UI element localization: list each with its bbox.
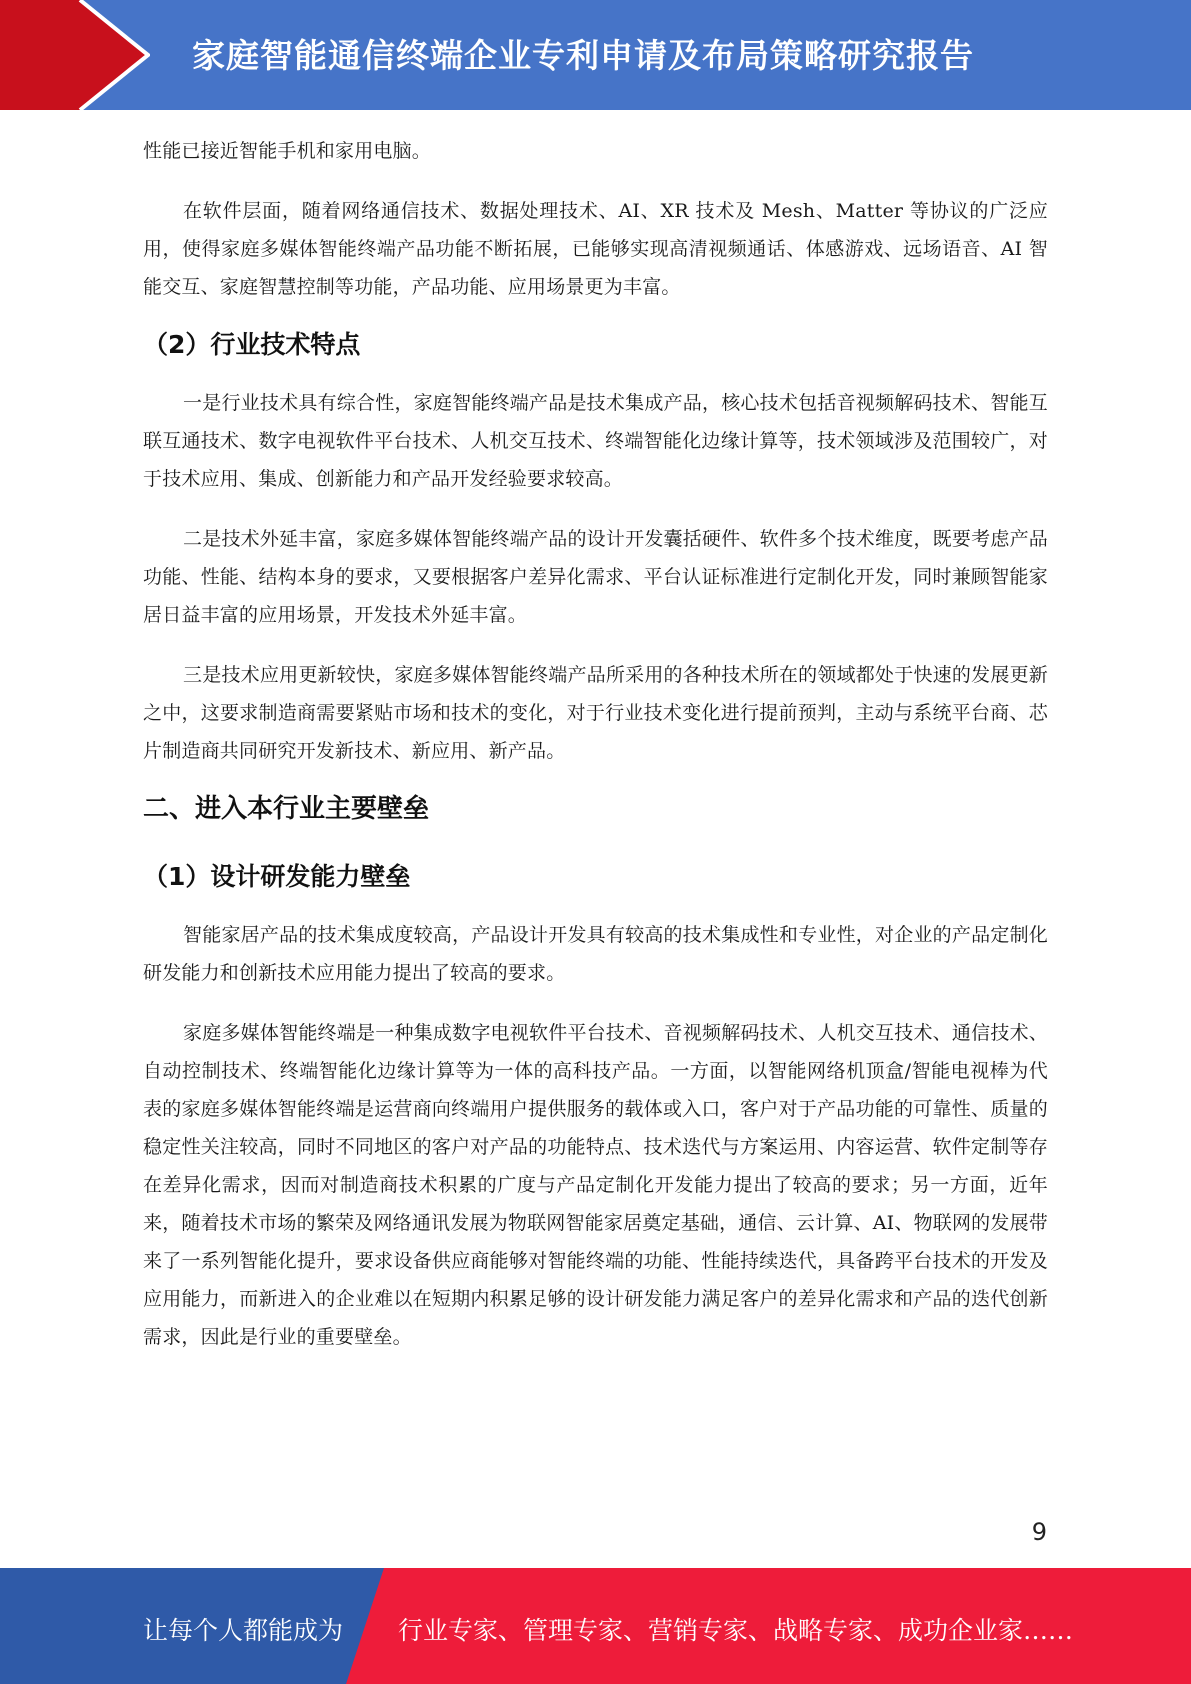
paragraph-tech-integration: 一是行业技术具有综合性，家庭智能终端产品是技术集成产品，核心技术包括音视频解码技术、智能互联互通技术、数字电视软件平台技术、人机交互技术、终端智能化边缘计算等，技术领域涉及范围较广，对于技术应用、集成、创新能力和产品开发经验要求较高。: [143, 392, 1048, 490]
footer-banner: [0, 1568, 1191, 1684]
footer-slogan-right: 行业专家、管理专家、营销专家、战略专家、成功企业家……: [398, 1616, 1074, 1645]
paragraph-software: 在软件层面，随着网络通信技术、数据处理技术、AI、XR 技术及 Mesh、Matter 等协议的广泛应用，使得家庭多媒体智能终端产品功能不断拓展，已能够实现高清视频通话、体感游戏、远场语音、AI 智能交互、家庭智慧控制等功能，产品功能、应用场景更为丰富。: [143, 200, 1048, 298]
section-heading-design-barrier: （1）设计研发能力壁垒: [143, 862, 411, 891]
chapter-heading-barriers: 二、进入本行业主要壁垒: [143, 794, 430, 824]
paragraph-tech-extension: 二是技术外延丰富，家庭多媒体智能终端产品的设计开发囊括硬件、软件多个技术维度，既要考虑产品功能、性能、结构本身的要求，又要根据客户差异化需求、平台认证标准进行定制化开发，同时兼顾智能家居日益丰富的应用场景，开发技术外延丰富。: [143, 528, 1048, 626]
report-title: 家庭智能通信终端企业专利申请及布局策略研究报告: [192, 36, 974, 75]
footer-slogan-left: 让每个人都能成为: [143, 1616, 344, 1645]
page-number: 9: [1031, 1518, 1047, 1546]
document-body: [143, 132, 1048, 1356]
paragraph-design-integration: 智能家居产品的技术集成度较高，产品设计开发具有较高的技术集成性和专业性，对企业的产品定制化研发能力和创新技术应用能力提出了较高的要求。: [143, 924, 1048, 984]
header-red-chevron: [0, 0, 150, 110]
header-banner: [0, 0, 1191, 110]
paragraph-design-detail: 家庭多媒体智能终端是一种集成数字电视软件平台技术、音视频解码技术、人机交互技术、通信技术、自动控制技术、终端智能化边缘计算等为一体的高科技产品。一方面，以智能网络机顶盒/智能电视棒为代表的家庭多媒体智能终端是运营商向终端用户提供服务的载体或入口，客户对于产品功能的可靠性、质量的稳定性关注较高，同时不同地区的客户对产品的功能特点、技术迭代与方案运用、内容运营、软件定制等存在差异化需求，因而对制造商技术积累的广度与产品定制化开发能力提出了较高的要求；另一方面，近年来，随着技术市场的繁荣及网络通讯发展为物联网智能家居奠定基础，通信、云计算、AI、物联网的发展带来了一系列智能化提升，要求设备供应商能够对智能终端的功能、性能持续迭代，具备跨平台技术的开发及应用能力，而新进入的企业难以在短期内积累足够的设计研发能力满足客户的差异化需求和产品的迭代创新需求，因此是行业的重要壁垒。: [143, 1022, 1048, 1348]
paragraph-hardware-cont: 性能已接近智能手机和家用电脑。: [143, 140, 432, 162]
paragraph-tech-update: 三是技术应用更新较快，家庭多媒体智能终端产品所采用的各种技术所在的领域都处于快速的发展更新之中，这要求制造商需要紧贴市场和技术的变化，对于行业技术变化进行提前预判，主动与系统平台商、芯片制造商共同研究开发新技术、新应用、新产品。: [143, 664, 1048, 762]
section-heading-tech-features: （2）行业技术特点: [143, 330, 361, 359]
